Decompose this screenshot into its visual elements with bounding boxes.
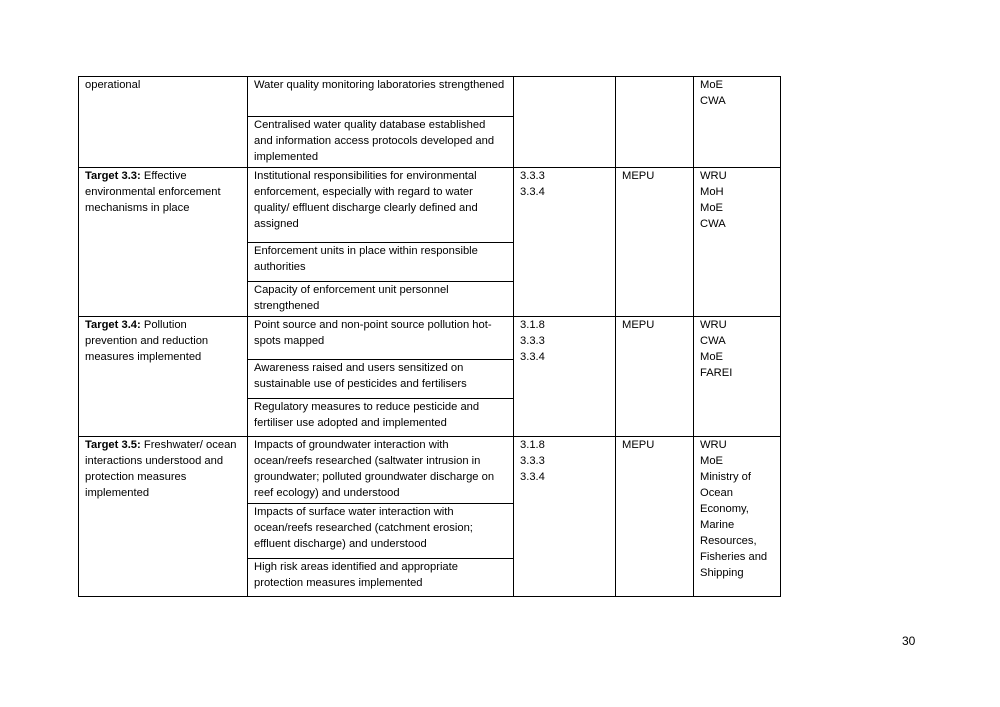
codes-cell: 3.3.3 3.3.4 <box>514 168 616 317</box>
target-cell <box>79 168 248 317</box>
indicator-cell: Centralised water quality database established and information access protocols developed and implemented <box>248 117 514 168</box>
codes-cell: 3.1.8 3.3.3 3.3.4 <box>514 437 616 597</box>
lead-cell: MEPU <box>616 437 694 597</box>
table-row <box>79 168 781 243</box>
target-cell <box>79 317 248 437</box>
indicator-cell: Awareness raised and users sensitized on sustainable use of pesticides and fertilisers <box>248 360 514 399</box>
codes-cell: 3.1.8 3.3.3 3.3.4 <box>514 317 616 437</box>
target-text: Freshwater/ ocean interactions understood and protection measures implemented <box>85 439 237 499</box>
lead-cell: MEPU <box>616 168 694 317</box>
indicator-cell: Capacity of enforcement unit personnel strengthened <box>248 282 514 317</box>
indicator-cell: High risk areas identified and appropriate protection measures implemented <box>248 559 514 597</box>
target-label: Target 3.4: <box>85 319 141 331</box>
targets-table <box>78 76 781 597</box>
partners-cell: MoE CWA <box>694 77 781 168</box>
codes-cell <box>514 77 616 168</box>
table-row <box>79 317 781 360</box>
table-row <box>79 77 781 117</box>
target-label: Target 3.3: <box>85 170 141 182</box>
target-cell <box>79 437 248 597</box>
target-label: Target 3.5: <box>85 439 141 451</box>
lead-cell: MEPU <box>616 317 694 437</box>
partners-cell: WRU CWA MoE FAREI <box>694 317 781 437</box>
target-cell: operational <box>79 77 248 168</box>
target-text: Effective environmental enforcement mechanisms in place <box>85 170 221 214</box>
target-text: Pollution prevention and reduction measures implemented <box>85 319 209 363</box>
page-number: 30 <box>902 634 916 648</box>
indicator-cell: Impacts of groundwater interaction with ocean/reefs researched (saltwater intrusion in groundwater; polluted groundwater discharge on reef ecology) and understood <box>248 437 514 504</box>
indicator-cell: Institutional responsibilities for environmental enforcement, especially with regard to water quality/ effluent discharge clearly defined and assigned <box>248 168 514 243</box>
indicator-cell: Point source and non-point source pollution hot-spots mapped <box>248 317 514 360</box>
partners-cell: WRU MoE Ministry of Ocean Economy, Marine Resources, Fisheries and Shipping <box>694 437 781 597</box>
indicator-cell: Impacts of surface water interaction with ocean/reefs researched (catchment erosion; effluent discharge) and understood <box>248 504 514 559</box>
lead-cell <box>616 77 694 168</box>
table-row <box>79 437 781 504</box>
partners-cell: WRU MoH MoE CWA <box>694 168 781 317</box>
indicator-cell: Regulatory measures to reduce pesticide and fertiliser use adopted and implemented <box>248 399 514 437</box>
indicator-cell: Water quality monitoring laboratories strengthened <box>248 77 514 117</box>
indicator-cell: Enforcement units in place within responsible authorities <box>248 243 514 282</box>
